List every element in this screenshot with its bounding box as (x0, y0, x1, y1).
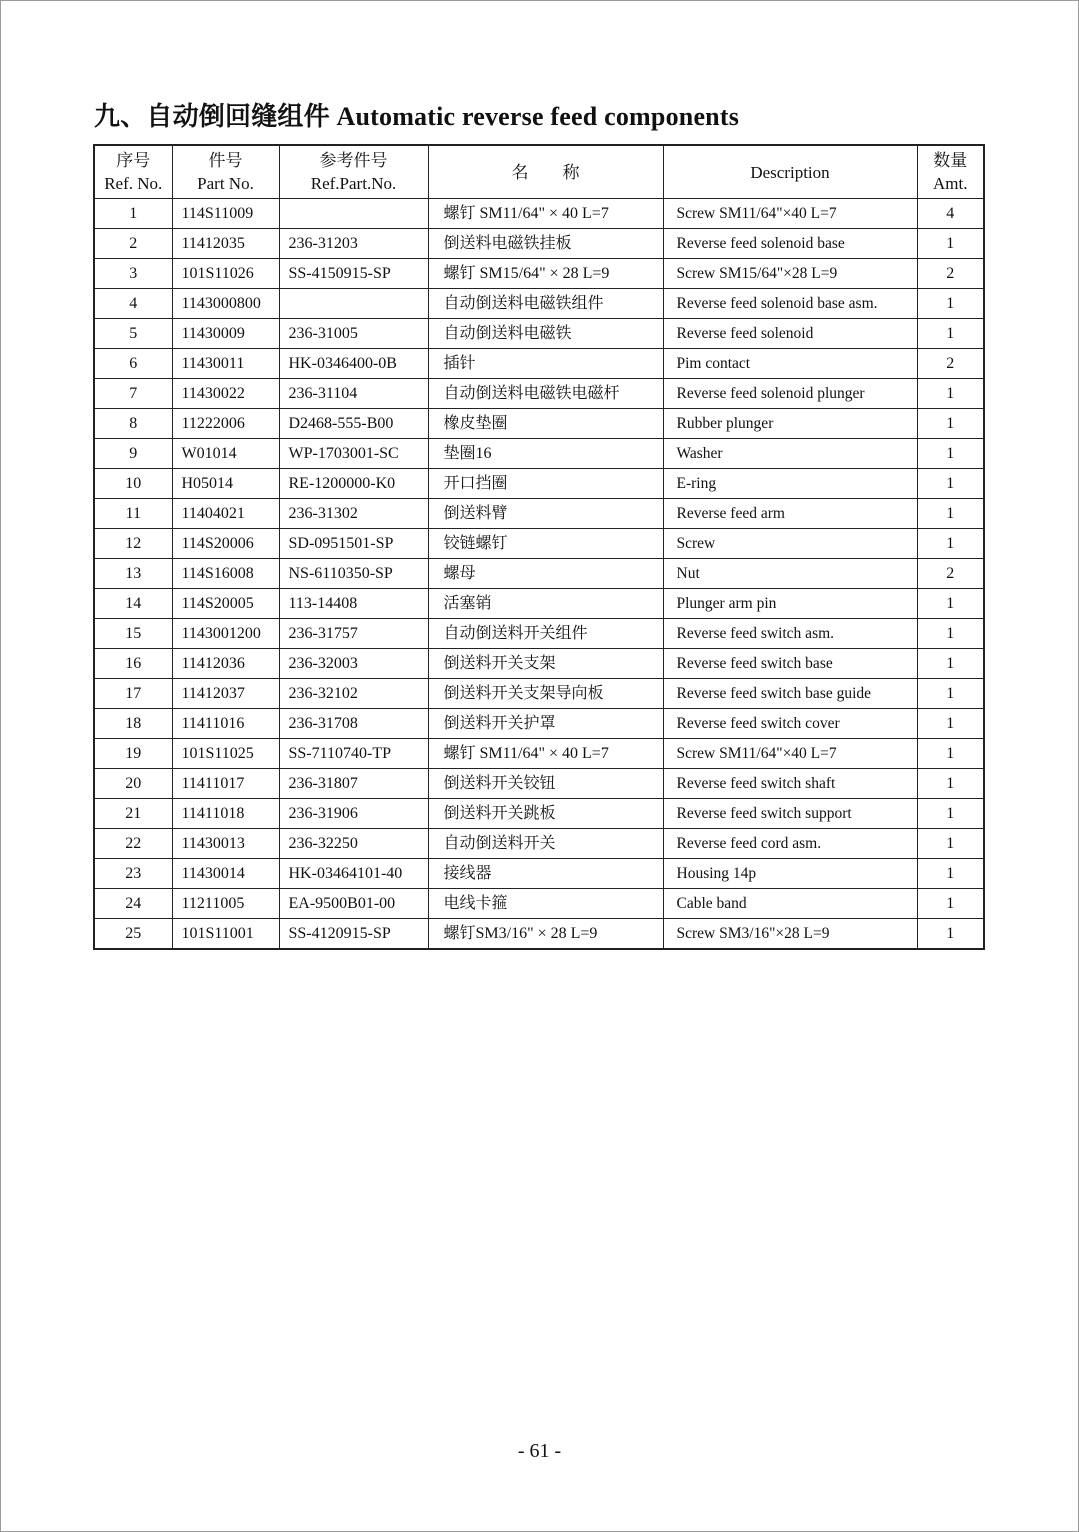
cell-amount: 1 (917, 739, 984, 769)
cell-part-no: 11411016 (172, 709, 279, 739)
cell-amount: 1 (917, 289, 984, 319)
table-row (94, 769, 984, 799)
cell-ref-part-no: NS-6110350-SP (279, 559, 428, 589)
table-row (94, 199, 984, 229)
cell-amount: 1 (917, 709, 984, 739)
table-row (94, 559, 984, 589)
cell-ref-no: 13 (94, 559, 172, 589)
cell-ref-part-no: HK-03464101-40 (279, 859, 428, 889)
cell-ref-part-no: SS-4120915-SP (279, 919, 428, 950)
table-row (94, 499, 984, 529)
cell-ref-part-no: EA-9500B01-00 (279, 889, 428, 919)
cell-description: Washer (663, 439, 917, 469)
cell-ref-no: 19 (94, 739, 172, 769)
cell-description: Reverse feed cord asm. (663, 829, 917, 859)
cell-amount: 1 (917, 499, 984, 529)
cell-name-cn: 铰链螺钉 (428, 529, 663, 559)
cell-name-cn: 螺钉 SM15/64" × 28 L=9 (428, 259, 663, 289)
cell-ref-part-no: HK-0346400-0B (279, 349, 428, 379)
cell-amount: 1 (917, 619, 984, 649)
cell-ref-no: 15 (94, 619, 172, 649)
cell-ref-part-no: RE-1200000-K0 (279, 469, 428, 499)
cell-ref-part-no: 236-31807 (279, 769, 428, 799)
cell-part-no: 11430014 (172, 859, 279, 889)
cell-part-no: 11222006 (172, 409, 279, 439)
cell-ref-no: 7 (94, 379, 172, 409)
cell-ref-no: 1 (94, 199, 172, 229)
table-header-row (94, 145, 984, 199)
cell-ref-part-no: WP-1703001-SC (279, 439, 428, 469)
cell-name-cn: 倒送料开关支架 (428, 649, 663, 679)
table-row (94, 799, 984, 829)
header-amt-en: Amt. (933, 174, 968, 193)
cell-name-cn: 插针 (428, 349, 663, 379)
cell-ref-part-no: 113-14408 (279, 589, 428, 619)
cell-ref-no: 20 (94, 769, 172, 799)
parts-table (93, 144, 985, 950)
cell-name-cn: 倒送料开关跳板 (428, 799, 663, 829)
cell-part-no: 11412035 (172, 229, 279, 259)
cell-name-cn: 自动倒送料开关组件 (428, 619, 663, 649)
cell-part-no: 11430022 (172, 379, 279, 409)
cell-name-cn: 螺钉 SM11/64" × 40 L=7 (428, 739, 663, 769)
cell-description: Reverse feed solenoid base (663, 229, 917, 259)
cell-ref-no: 6 (94, 349, 172, 379)
cell-part-no: 114S16008 (172, 559, 279, 589)
cell-description: E-ring (663, 469, 917, 499)
table-row (94, 439, 984, 469)
cell-amount: 1 (917, 409, 984, 439)
table-row (94, 319, 984, 349)
cell-ref-no: 10 (94, 469, 172, 499)
cell-part-no: 11412037 (172, 679, 279, 709)
cell-description: Reverse feed switch support (663, 799, 917, 829)
cell-amount: 1 (917, 469, 984, 499)
cell-name-cn: 倒送料开关铰钮 (428, 769, 663, 799)
cell-amount: 4 (917, 199, 984, 229)
header-part-cn: 件号 (208, 151, 243, 170)
header-amount (917, 145, 984, 199)
cell-name-cn: 垫圈16 (428, 439, 663, 469)
cell-part-no: 101S11001 (172, 919, 279, 950)
cell-amount: 2 (917, 259, 984, 289)
header-description: Description (663, 145, 917, 199)
cell-ref-no: 23 (94, 859, 172, 889)
cell-description: Reverse feed switch base guide (663, 679, 917, 709)
cell-name-cn: 螺钉SM3/16" × 28 L=9 (428, 919, 663, 950)
cell-part-no: 11411018 (172, 799, 279, 829)
parts-table-body (94, 199, 984, 950)
cell-part-no: 11430013 (172, 829, 279, 859)
cell-ref-part-no: 236-31302 (279, 499, 428, 529)
cell-ref-no: 14 (94, 589, 172, 619)
cell-description: Plunger arm pin (663, 589, 917, 619)
cell-name-cn: 螺钉 SM11/64" × 40 L=7 (428, 199, 663, 229)
cell-ref-part-no: 236-31708 (279, 709, 428, 739)
table-row (94, 229, 984, 259)
cell-ref-no: 3 (94, 259, 172, 289)
cell-ref-no: 5 (94, 319, 172, 349)
cell-part-no: 114S20006 (172, 529, 279, 559)
table-row (94, 919, 984, 950)
cell-amount: 1 (917, 799, 984, 829)
cell-ref-part-no: 236-31203 (279, 229, 428, 259)
table-row (94, 409, 984, 439)
cell-ref-no: 2 (94, 229, 172, 259)
cell-description: Reverse feed switch cover (663, 709, 917, 739)
cell-description: Reverse feed solenoid base asm. (663, 289, 917, 319)
table-row (94, 349, 984, 379)
cell-name-cn: 电线卡箍 (428, 889, 663, 919)
header-ref-no (94, 145, 172, 199)
header-refpart-en: Ref.Part.No. (310, 174, 397, 193)
header-part-no (172, 145, 279, 199)
table-row (94, 859, 984, 889)
cell-part-no: W01014 (172, 439, 279, 469)
cell-ref-no: 25 (94, 919, 172, 950)
cell-description: Pim contact (663, 349, 917, 379)
table-row (94, 529, 984, 559)
cell-amount: 1 (917, 859, 984, 889)
cell-name-cn: 自动倒送料电磁铁 (428, 319, 663, 349)
cell-ref-part-no: SS-4150915-SP (279, 259, 428, 289)
cell-amount: 2 (917, 559, 984, 589)
cell-part-no: 11404021 (172, 499, 279, 529)
cell-ref-part-no: 236-32102 (279, 679, 428, 709)
cell-part-no: 114S11009 (172, 199, 279, 229)
cell-ref-part-no: 236-32250 (279, 829, 428, 859)
cell-amount: 1 (917, 379, 984, 409)
cell-ref-no: 18 (94, 709, 172, 739)
cell-name-cn: 开口挡圈 (428, 469, 663, 499)
cell-part-no: 11211005 (172, 889, 279, 919)
cell-amount: 1 (917, 889, 984, 919)
cell-description: Housing 14p (663, 859, 917, 889)
cell-part-no: 101S11026 (172, 259, 279, 289)
cell-ref-no: 4 (94, 289, 172, 319)
table-row (94, 589, 984, 619)
cell-description: Screw SM11/64"×40 L=7 (663, 739, 917, 769)
cell-description: Nut (663, 559, 917, 589)
cell-ref-no: 11 (94, 499, 172, 529)
cell-amount: 1 (917, 769, 984, 799)
cell-ref-no: 8 (94, 409, 172, 439)
cell-ref-part-no: 236-32003 (279, 649, 428, 679)
table-row (94, 739, 984, 769)
cell-part-no: 11430009 (172, 319, 279, 349)
table-row (94, 289, 984, 319)
cell-amount: 1 (917, 649, 984, 679)
cell-description: Reverse feed switch shaft (663, 769, 917, 799)
table-row (94, 469, 984, 499)
cell-description: Reverse feed solenoid plunger (663, 379, 917, 409)
header-ref-en: Ref. No. (104, 174, 163, 193)
page-title: 九、自动倒回缝组件 Automatic reverse feed components (94, 102, 740, 131)
cell-name-cn: 自动倒送料电磁铁组件 (428, 289, 663, 319)
cell-description: Screw SM15/64"×28 L=9 (663, 259, 917, 289)
cell-ref-no: 21 (94, 799, 172, 829)
cell-description: Reverse feed switch base (663, 649, 917, 679)
cell-amount: 2 (917, 349, 984, 379)
header-name-cn: 名 称 (428, 145, 663, 199)
cell-amount: 1 (917, 679, 984, 709)
cell-amount: 1 (917, 919, 984, 950)
cell-ref-part-no: SS-7110740-TP (279, 739, 428, 769)
header-ref-part-no (279, 145, 428, 199)
cell-ref-part-no (279, 199, 428, 229)
cell-amount: 1 (917, 529, 984, 559)
cell-part-no: 11411017 (172, 769, 279, 799)
cell-name-cn: 倒送料臂 (428, 499, 663, 529)
cell-ref-part-no: 236-31104 (279, 379, 428, 409)
cell-description: Screw (663, 529, 917, 559)
cell-name-cn: 活塞销 (428, 589, 663, 619)
cell-name-cn: 倒送料开关支架导向板 (428, 679, 663, 709)
cell-description: Reverse feed arm (663, 499, 917, 529)
table-row (94, 379, 984, 409)
cell-description: Rubber plunger (663, 409, 917, 439)
cell-description: Reverse feed solenoid (663, 319, 917, 349)
table-row (94, 889, 984, 919)
cell-amount: 1 (917, 829, 984, 859)
table-row (94, 679, 984, 709)
table-row (94, 829, 984, 859)
cell-ref-no: 12 (94, 529, 172, 559)
cell-amount: 1 (917, 229, 984, 259)
table-row (94, 709, 984, 739)
cell-part-no: 1143001200 (172, 619, 279, 649)
page-number: - 61 - (517, 1440, 562, 1462)
cell-description: Cable band (663, 889, 917, 919)
cell-description: Reverse feed switch asm. (663, 619, 917, 649)
cell-ref-part-no (279, 289, 428, 319)
cell-description: Screw SM11/64"×40 L=7 (663, 199, 917, 229)
cell-name-cn: 自动倒送料电磁铁电磁杆 (428, 379, 663, 409)
cell-ref-no: 24 (94, 889, 172, 919)
header-amt-cn: 数量 (933, 151, 968, 170)
cell-part-no: H05014 (172, 469, 279, 499)
cell-part-no: 11412036 (172, 649, 279, 679)
table-row (94, 649, 984, 679)
cell-ref-no: 9 (94, 439, 172, 469)
cell-ref-no: 17 (94, 679, 172, 709)
header-ref-cn: 序号 (116, 151, 151, 170)
cell-ref-part-no: D2468-555-B00 (279, 409, 428, 439)
cell-name-cn: 倒送料电磁铁挂板 (428, 229, 663, 259)
header-part-en: Part No. (197, 174, 254, 193)
cell-amount: 1 (917, 589, 984, 619)
cell-name-cn: 接线器 (428, 859, 663, 889)
cell-name-cn: 自动倒送料开关 (428, 829, 663, 859)
cell-amount: 1 (917, 319, 984, 349)
cell-part-no: 1143000800 (172, 289, 279, 319)
table-row (94, 259, 984, 289)
table-row (94, 619, 984, 649)
cell-ref-part-no: 236-31906 (279, 799, 428, 829)
cell-name-cn: 橡皮垫圈 (428, 409, 663, 439)
cell-ref-part-no: 236-31005 (279, 319, 428, 349)
cell-name-cn: 倒送料开关护罩 (428, 709, 663, 739)
cell-description: Screw SM3/16"×28 L=9 (663, 919, 917, 950)
cell-part-no: 11430011 (172, 349, 279, 379)
cell-name-cn: 螺母 (428, 559, 663, 589)
cell-ref-part-no: 236-31757 (279, 619, 428, 649)
cell-ref-no: 16 (94, 649, 172, 679)
cell-ref-no: 22 (94, 829, 172, 859)
cell-part-no: 101S11025 (172, 739, 279, 769)
header-refpart-cn: 参考件号 (319, 151, 388, 170)
cell-ref-part-no: SD-0951501-SP (279, 529, 428, 559)
cell-part-no: 114S20005 (172, 589, 279, 619)
cell-amount: 1 (917, 439, 984, 469)
